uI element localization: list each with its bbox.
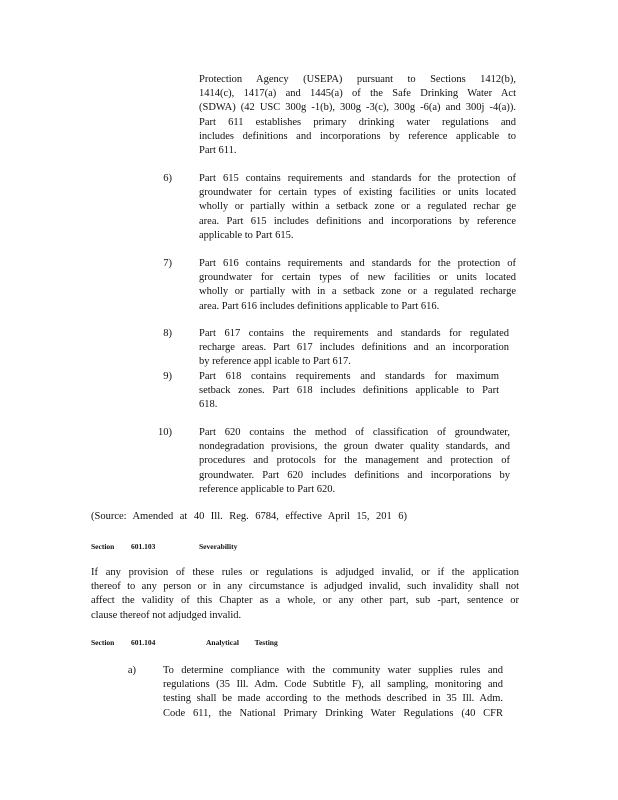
text-line: groundwater for certain types of existing facilities or units located	[199, 187, 516, 199]
text-line: recharge areas. Part 617 includes definitions and an incorporation	[199, 342, 509, 354]
text-line: area. Part 615 includes definitions and incorporations by reference	[199, 215, 516, 227]
list-item	[199, 172, 516, 243]
text-line: Part 617 contains the requirements and standards for regulated	[199, 328, 509, 339]
text-line: affect the validity of this Chapter as a whole, or any other part, sub -part, sentence or	[91, 595, 519, 607]
text-line: Protection Agency (USEPA) pursuant to Sections 1412(b),	[199, 74, 516, 85]
list-item	[199, 327, 509, 370]
section-title: Analytical Testing	[206, 638, 278, 647]
text-line: thereof to any person or in any circumstance is adjudged invalid, such invalidity shall not	[91, 581, 519, 593]
section-title: Severability	[199, 542, 238, 551]
text-line: includes definitions and incorporations by reference applicable to	[199, 130, 516, 142]
text-line: Part 618 contains requirements and standards for maximum	[199, 371, 499, 382]
text-line: wholly or partially within a setback zone or a regulated rechar ge	[199, 201, 516, 213]
text-line: Part 611 establishes primary drinking water regulations and	[199, 116, 516, 128]
section-heading	[91, 638, 291, 648]
list-item	[199, 426, 510, 497]
text-line: applicable to Part 615.	[199, 229, 294, 241]
text-line: procedures and protocols for the management and protection of	[199, 455, 510, 467]
text-line: (Source: Amended at 40 Ill. Reg. 6784, effective April 15, 201 6)	[91, 511, 407, 522]
section-label: Section	[91, 638, 115, 647]
section-number: 601.104	[131, 638, 156, 647]
list-item	[199, 370, 499, 413]
text-line: wholly or partially with in a setback zone or a regulated recharge	[199, 286, 516, 298]
text-line: If any provision of these rules or regulations is adjudged invalid, or if the application	[91, 567, 519, 578]
text-line: Part 616 contains requirements and standards for the protection of	[199, 258, 516, 269]
text-line: clause thereof not adjudged invalid.	[91, 609, 242, 621]
text-line: Code 611, the National Primary Drinking Water Regulations (40 CFR	[163, 707, 503, 719]
section-heading	[91, 542, 251, 552]
intro-paragraph	[199, 73, 516, 158]
text-line: groundwater for certain types of new facilities or units located	[199, 272, 516, 284]
text-line: 618.	[199, 399, 218, 411]
source-note	[91, 510, 407, 524]
text-line: testing shall be made according to the methods described in 35 Ill. Adm.	[163, 693, 503, 705]
item-number: 6)	[163, 173, 172, 184]
text-line: groundwater. Part 620 includes definitions and incorporations by	[199, 469, 510, 481]
text-line: Part 620 contains the method of classification of groundwater,	[199, 427, 510, 438]
list-item	[199, 257, 516, 314]
item-number: a)	[127, 665, 136, 676]
item-number: 10)	[158, 427, 172, 438]
text-line: nondegradation provisions, the groun dwater quality standards, and	[199, 441, 510, 453]
text-line: area. Part 616 includes definitions applicable to Part 616.	[199, 300, 440, 312]
section-label: Section	[91, 542, 115, 551]
section-number: 601.103	[131, 542, 156, 551]
text-line: To determine compliance with the community water supplies rules and	[163, 665, 503, 676]
severability-paragraph	[91, 566, 519, 623]
text-line: reference applicable to Part 620.	[199, 483, 336, 495]
text-line: 1414(c), 1417(a) and 1445(a) of the Safe Drinking Water Act	[199, 88, 516, 100]
item-number: 7)	[163, 258, 172, 269]
text-line: setback zones. Part 618 includes definitions applicable to Part	[199, 385, 499, 397]
text-line: Part 615 contains requirements and standards for the protection of	[199, 173, 516, 184]
item-number: 9)	[163, 371, 172, 382]
text-line: by reference appl icable to Part 617.	[199, 356, 351, 368]
text-line: regulations (35 Ill. Adm. Code Subtitle F), all sampling, monitoring and	[163, 679, 503, 691]
text-line: Part 611.	[199, 145, 237, 157]
list-item	[163, 664, 503, 721]
text-line: (SDWA) (42 USC 300g -1(b), 300g -3(c), 300g -6(a) and 300j -4(a)).	[199, 102, 516, 114]
item-number: 8)	[163, 328, 172, 339]
